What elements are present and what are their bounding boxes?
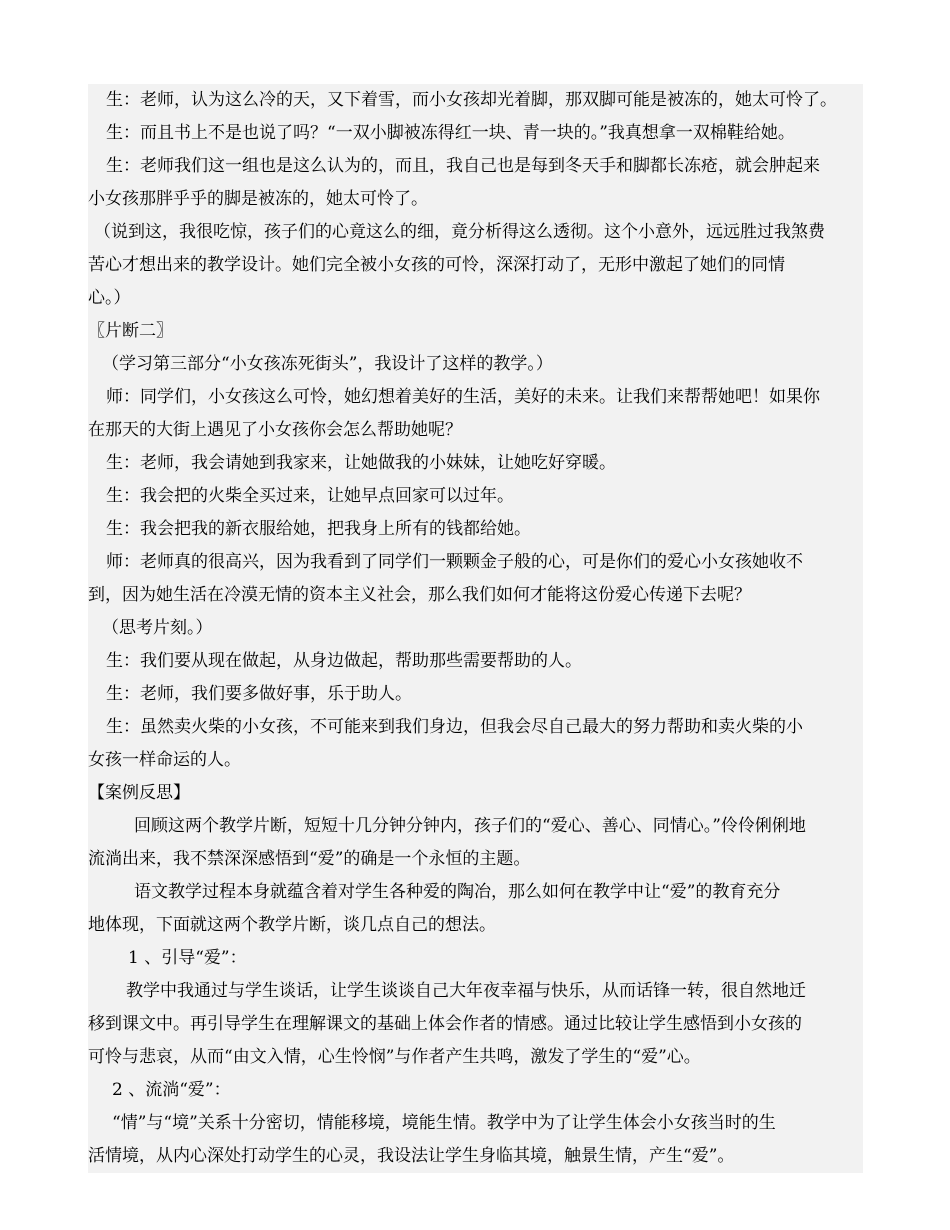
text-line: 生：我们要从现在做起，从身边做起，帮助那些需要帮助的人。 bbox=[106, 651, 582, 671]
text-body bbox=[88, 84, 863, 1173]
text-line: 在那天的大街上遇见了小女孩你会怎么帮助她呢？ bbox=[88, 420, 462, 440]
text-line: 移到课文中。再引导学生在理解课文的基础上体会作者的情感。通过比较让学生感悟到小女孩的 bbox=[88, 1014, 802, 1034]
section-heading: 〖片断二〗 bbox=[88, 321, 173, 341]
text-line: 生：老师，我会请她到我家来，让她做我的小妹妹，让她吃好穿暖。 bbox=[106, 453, 616, 473]
text-line: 生：老师，我们要多做好事，乐于助人。 bbox=[106, 684, 412, 704]
text-line: 生：老师，认为这么冷的天，又下着雪，而小女孩却光着脚，那双脚可能是被冻的，她太可怜了。 bbox=[106, 90, 837, 110]
text-line: 到，因为她生活在冷漠无情的资本主义社会，那么我们如何才能将这份爱心传递下去呢？ bbox=[88, 585, 751, 605]
text-line: 小女孩那胖乎乎的脚是被冻的，她太可怜了。 bbox=[88, 189, 428, 209]
subheading: 1 、引导“爱”： bbox=[128, 948, 247, 968]
text-line: 活情境，从内心深处打动学生的心灵，我设法让学生身临其境，触景生情，产生“爱”。 bbox=[88, 1146, 735, 1166]
text-line: 心。） bbox=[88, 288, 131, 308]
text-line: 可怜与悲哀，从而“由文入情，心生怜悯”与作者产生共鸣，激发了学生的“爱”心。 bbox=[88, 1047, 701, 1067]
text-line: 苦心才想出来的教学设计。她们完全被小女孩的可怜，深深打动了，无形中激起了她们的同情 bbox=[88, 255, 785, 275]
text-line: 教学中我通过与学生谈话，让学生谈谈自己大年夜幸福与快乐，从而话锋一转，很自然地迁 bbox=[126, 981, 806, 1001]
text-line: 生：虽然卖火柴的小女孩，不可能来到我们身边，但我会尽自己最大的努力帮助和卖火柴的小 bbox=[106, 717, 803, 737]
subheading: 2 、流淌“爱”： bbox=[112, 1080, 231, 1100]
text-line: 师：同学们，小女孩这么可怜，她幻想着美好的生活，美好的未来。让我们来帮帮她吧！如果你 bbox=[106, 387, 820, 407]
text-line: 生：我会把的火柴全买过来，让她早点回家可以过年。 bbox=[106, 486, 514, 506]
text-line: “情”与“境”关系十分密切，情能移境，境能生情。教学中为了让学生体会小女孩当时的生 bbox=[112, 1113, 776, 1133]
text-line: 生：老师我们这一组也是这么认为的，而且，我自己也是每到冬天手和脚都长冻疮，就会肿起来 bbox=[106, 156, 820, 176]
text-line: 语文教学过程本身就蕴含着对学生各种爱的陶冶，那么如何在教学中让“爱”的教育充分 bbox=[134, 882, 781, 902]
section-heading: 【案例反思】 bbox=[88, 783, 190, 803]
text-line: 女孩一样命运的人。 bbox=[88, 750, 241, 770]
text-line: 回顾这两个教学片断，短短十几分钟分钟内，孩子们的“爱心、善心、同情心。”伶伶俐俐地 bbox=[134, 816, 806, 836]
text-line: 流淌出来，我不禁深深感悟到“爱”的确是一个永恒的主题。 bbox=[88, 849, 531, 869]
text-line: 生：我会把我的新衣服给她，把我身上所有的钱都给她。 bbox=[106, 519, 531, 539]
text-line: （学习第三部分“小女孩冻死街头”，我设计了这样的教学。） bbox=[102, 354, 553, 374]
text-line: 师：老师真的很高兴，因为我看到了同学们一颗颗金子般的心，可是你们的爱心小女孩她收不 bbox=[106, 552, 803, 572]
text-line: 地体现，下面就这两个教学片断，谈几点自己的想法。 bbox=[88, 915, 496, 935]
text-line: 生：而且书上不是也说了吗？“一双小脚被冻得红一块、青一块的。”我真想拿一双棉鞋给她。 bbox=[106, 123, 795, 143]
text-line: （说到这，我很吃惊，孩子们的心竟这么的细，竟分析得这么透彻。这个小意外，远远胜过我煞费 bbox=[94, 222, 825, 242]
text-line: （思考片刻。） bbox=[102, 618, 213, 638]
